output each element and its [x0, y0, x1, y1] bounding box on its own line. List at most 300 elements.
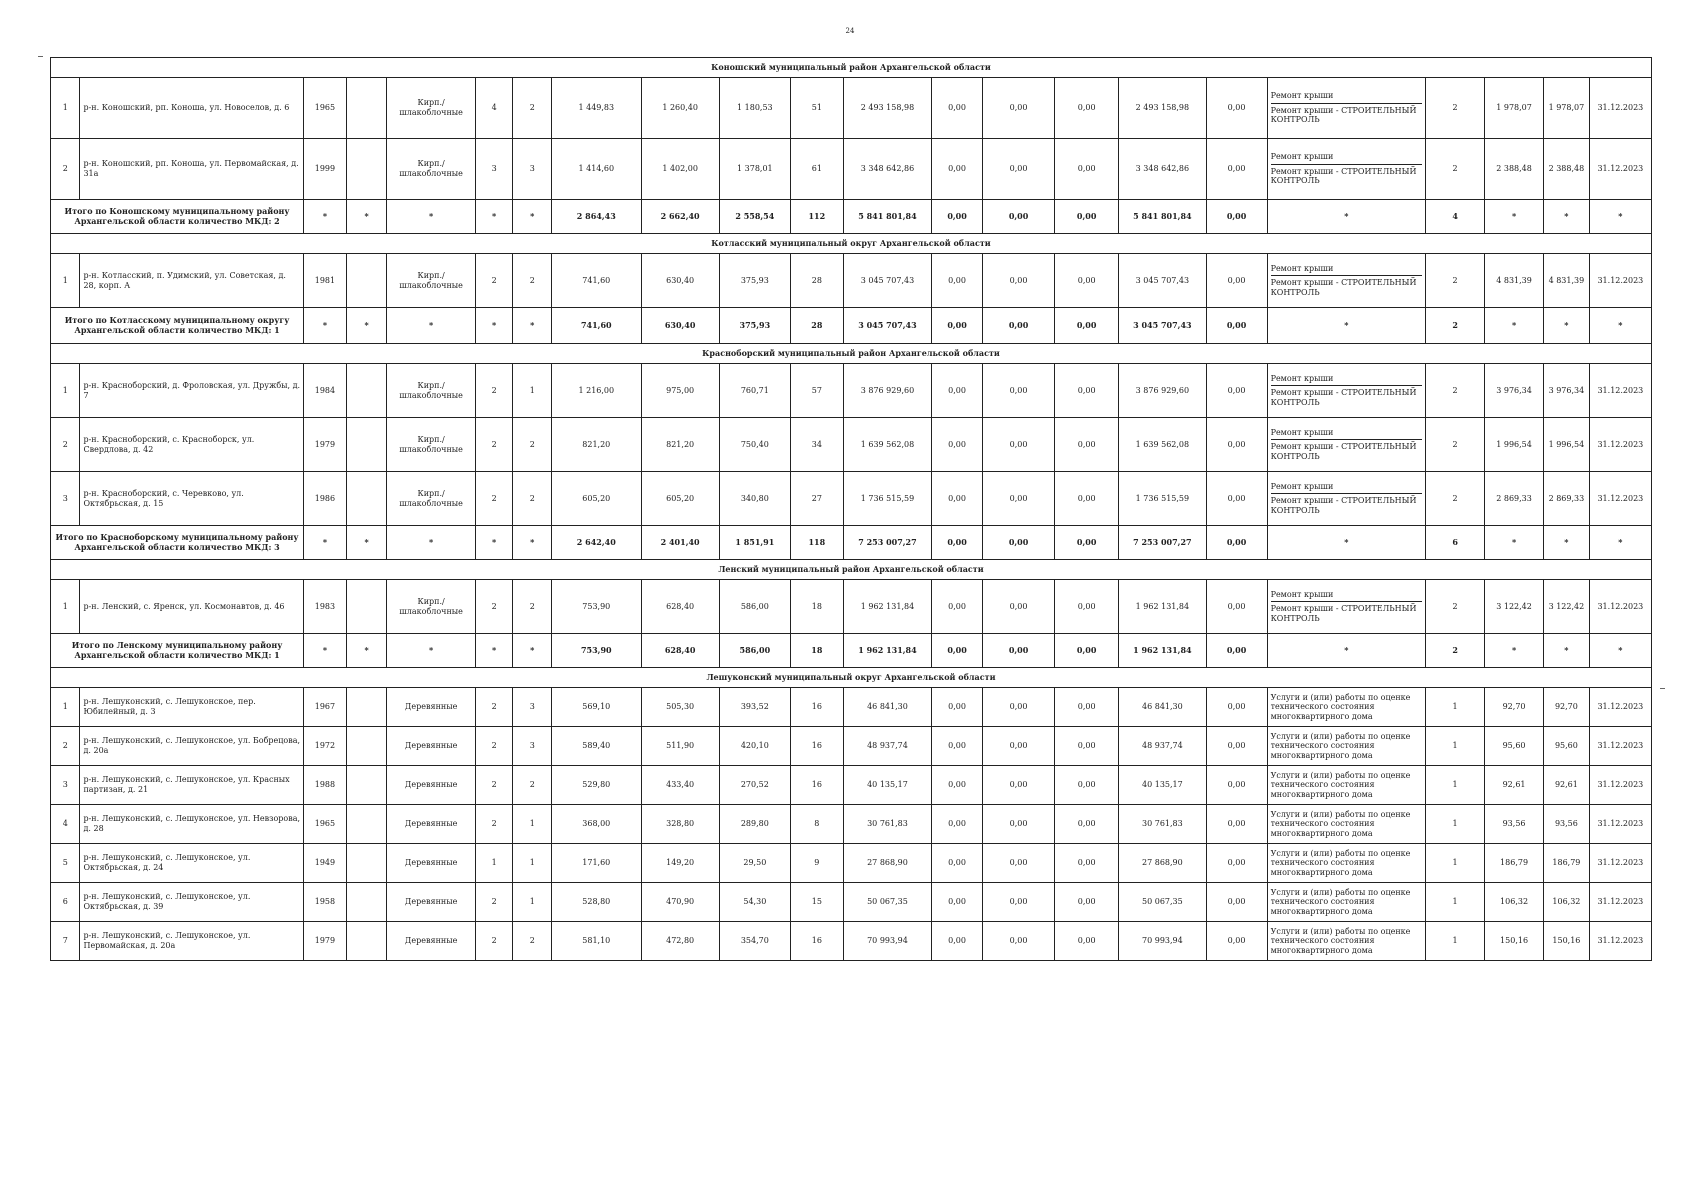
max-unit-cost-cell: 92,61: [1544, 766, 1590, 805]
municipal-budget-cell: 0,00: [1055, 472, 1119, 526]
fund-cell: 0,00: [932, 364, 983, 418]
address-cell: р-н. Лешуконский, с. Лешуконское, ул. Красных партизан, д. 21: [80, 766, 304, 805]
residential-area-cell: 750,40: [719, 418, 790, 472]
house-row: [51, 688, 1652, 727]
entrances-cell: 2: [513, 766, 552, 805]
row-number-cell: 3: [51, 472, 80, 526]
work-type-item: Ремонт крыши: [1271, 588, 1423, 603]
municipal-budget-cell: 0,00: [1055, 805, 1119, 844]
work-count-cell: 2: [1426, 254, 1485, 308]
unit-cost-cell: 95,60: [1485, 727, 1544, 766]
total-area-cell: 529,80: [552, 766, 641, 805]
row-number-cell: 3: [51, 766, 80, 805]
owners-funds-cell: 46 841,30: [1119, 688, 1206, 727]
floors-cell: 2: [475, 364, 513, 418]
row-number-cell: 1: [51, 254, 80, 308]
fund-cell: 0,00: [932, 78, 983, 139]
work-type-item: Ремонт крыши - СТРОИТЕЛЬНЫЙ КОНТРОЛЬ: [1270, 388, 1417, 407]
work-type-item: Услуги и (или) работы по оценке технического состояния многоквартирного дома: [1270, 848, 1411, 877]
repair-register-table: [50, 57, 1652, 961]
premises-area-cell: 630,40: [641, 254, 719, 308]
total-area-cell: 753,90: [552, 580, 641, 634]
address-cell: р-н. Красноборский, с. Черевково, ул. Октябрьская, д. 15: [80, 472, 304, 526]
max-unit-cost-cell: 93,56: [1544, 805, 1590, 844]
fund-cell: 0,00: [932, 883, 983, 922]
residents-cell: 9: [790, 844, 843, 883]
municipal-budget-cell: 0,00: [1055, 766, 1119, 805]
star-cell: *: [475, 526, 513, 560]
section-title: Красноборский муниципальный район Архангельской области: [51, 344, 1652, 364]
total-area-cell: 741,60: [552, 254, 641, 308]
residents-cell: 16: [790, 766, 843, 805]
house-row: [51, 766, 1652, 805]
work-types-cell: [1267, 844, 1426, 883]
address-cell: р-н. Красноборский, д. Фроловская, ул. Дружбы, д. 7: [80, 364, 304, 418]
owners-funds-cell: 48 937,74: [1119, 727, 1206, 766]
other-funds-cell: 0,00: [1206, 78, 1267, 139]
max-unit-cost-cell: 186,79: [1544, 844, 1590, 883]
work-count-cell: 2: [1426, 78, 1485, 139]
regional-budget-sum: 0,00: [982, 634, 1054, 668]
total-area-sum: 2 642,40: [552, 526, 641, 560]
address-cell: р-н. Коношский, рп. Коноша, ул. Первомайская, д. 31а: [80, 139, 304, 200]
unit-cost-cell: 93,56: [1485, 805, 1544, 844]
work-types-cell: [1267, 805, 1426, 844]
residential-area-sum: 375,93: [719, 308, 790, 344]
section-title: Лешуконский муниципальный округ Архангельской области: [51, 668, 1652, 688]
regional-budget-cell: 0,00: [982, 805, 1054, 844]
work-type-item: Услуги и (или) работы по оценке технического состояния многоквартирного дома: [1270, 809, 1411, 838]
residential-area-cell: 420,10: [719, 727, 790, 766]
floors-cell: 2: [475, 418, 513, 472]
entrances-cell: 1: [513, 805, 552, 844]
empty-cell: [346, 254, 387, 308]
other-funds-cell: 0,00: [1206, 883, 1267, 922]
max-unit-cost-cell: 4 831,39: [1544, 254, 1590, 308]
wall-material-cell: Кирп./ шлакоблочные: [387, 472, 475, 526]
address-cell: р-н. Лешуконский, с. Лешуконское, ул. Октябрьская, д. 24: [80, 844, 304, 883]
deadline-cell: 31.12.2023: [1589, 254, 1651, 308]
municipal-budget-cell: 0,00: [1055, 844, 1119, 883]
row-number-cell: 4: [51, 805, 80, 844]
empty-cell: [346, 766, 387, 805]
work-count-cell: 1: [1426, 883, 1485, 922]
max-unit-cost-cell: 95,60: [1544, 727, 1590, 766]
owners-funds-cell: 70 993,94: [1119, 922, 1206, 961]
cost-sum: 3 045 707,43: [843, 308, 931, 344]
premises-area-sum: 2 401,40: [641, 526, 719, 560]
house-row: [51, 418, 1652, 472]
municipal-budget-sum: 0,00: [1055, 308, 1119, 344]
total-label-cell: Итого по Коношскому муниципальному району Архангельской области количество МКД: 2: [51, 200, 304, 234]
regional-budget-sum: 0,00: [982, 200, 1054, 234]
work-types-cell: [1267, 139, 1426, 200]
residential-area-cell: 54,30: [719, 883, 790, 922]
unit-cost-cell: 2 388,48: [1485, 139, 1544, 200]
entrances-cell: 3: [513, 688, 552, 727]
deadline-cell: 31.12.2023: [1589, 139, 1651, 200]
total-area-sum: 753,90: [552, 634, 641, 668]
residents-sum: 28: [790, 308, 843, 344]
cost-total-cell: 27 868,90: [843, 844, 931, 883]
premises-area-cell: 472,80: [641, 922, 719, 961]
empty-cell: [346, 580, 387, 634]
year-cell: 1972: [304, 727, 347, 766]
work-count-sum: 2: [1426, 634, 1485, 668]
address-cell: р-н. Лешуконский, с. Лешуконское, пер. Юбилейный, д. 3: [80, 688, 304, 727]
fund-cell: 0,00: [932, 922, 983, 961]
total-label-cell: Итого по Ленскому муниципальному району Архангельской области количество МКД: 1: [51, 634, 304, 668]
other-funds-cell: 0,00: [1206, 418, 1267, 472]
work-count-cell: 2: [1426, 364, 1485, 418]
fund-sum: 0,00: [932, 634, 983, 668]
municipal-budget-cell: 0,00: [1055, 364, 1119, 418]
address-cell: р-н. Лешуконский, с. Лешуконское, ул. Бобрецова, д. 20а: [80, 727, 304, 766]
fund-cell: 0,00: [932, 139, 983, 200]
work-type-item: Ремонт крыши: [1271, 150, 1423, 165]
regional-budget-cell: 0,00: [982, 883, 1054, 922]
wall-material-cell: Деревянные: [387, 883, 475, 922]
other-funds-sum: 0,00: [1206, 634, 1267, 668]
work-type-item: Ремонт крыши - СТРОИТЕЛЬНЫЙ КОНТРОЛЬ: [1270, 604, 1417, 623]
star-cell: *: [475, 634, 513, 668]
work-type-item: Ремонт крыши - СТРОИТЕЛЬНЫЙ КОНТРОЛЬ: [1270, 166, 1417, 186]
star-cell: *: [346, 526, 387, 560]
star-cell: *: [1589, 200, 1651, 234]
owners-funds-sum: 7 253 007,27: [1119, 526, 1206, 560]
owners-funds-cell: 3 348 642,86: [1119, 139, 1206, 200]
year-cell: 1988: [304, 766, 347, 805]
section-total-row: [51, 200, 1652, 234]
house-row: [51, 139, 1652, 200]
floors-cell: 2: [475, 580, 513, 634]
residential-area-cell: 354,70: [719, 922, 790, 961]
municipal-budget-cell: 0,00: [1055, 418, 1119, 472]
residents-sum: 112: [790, 200, 843, 234]
other-funds-cell: 0,00: [1206, 688, 1267, 727]
residential-area-cell: 270,52: [719, 766, 790, 805]
total-label-cell: Итого по Красноборскому муниципальному району Архангельской области количество МКД: 3: [51, 526, 304, 560]
year-cell: 1981: [304, 254, 347, 308]
house-row: [51, 805, 1652, 844]
house-row: [51, 844, 1652, 883]
premises-area-cell: 511,90: [641, 727, 719, 766]
entrances-cell: 1: [513, 883, 552, 922]
entrances-cell: 2: [513, 922, 552, 961]
other-funds-cell: 0,00: [1206, 364, 1267, 418]
section-title: Коношский муниципальный район Архангельской области: [51, 58, 1652, 78]
work-types-cell: [1267, 472, 1426, 526]
owners-funds-cell: 27 868,90: [1119, 844, 1206, 883]
work-types-cell: [1267, 883, 1426, 922]
unit-cost-cell: 2 869,33: [1485, 472, 1544, 526]
star-cell: *: [1589, 634, 1651, 668]
wall-material-cell: Деревянные: [387, 766, 475, 805]
cost-sum: 7 253 007,27: [843, 526, 931, 560]
total-area-cell: 581,10: [552, 922, 641, 961]
total-area-cell: 528,80: [552, 883, 641, 922]
premises-area-cell: 628,40: [641, 580, 719, 634]
star-cell: *: [475, 308, 513, 344]
year-cell: 1984: [304, 364, 347, 418]
floors-cell: 2: [475, 805, 513, 844]
residents-cell: 34: [790, 418, 843, 472]
municipal-budget-cell: 0,00: [1055, 580, 1119, 634]
other-funds-sum: 0,00: [1206, 526, 1267, 560]
residents-cell: 16: [790, 922, 843, 961]
year-cell: 1999: [304, 139, 347, 200]
star-cell: *: [1267, 634, 1426, 668]
work-type-item: Ремонт крыши - СТРОИТЕЛЬНЫЙ КОНТРОЛЬ: [1270, 496, 1417, 515]
star-cell: *: [304, 308, 347, 344]
work-type-item: Ремонт крыши: [1271, 262, 1423, 277]
regional-budget-sum: 0,00: [982, 308, 1054, 344]
residential-area-cell: 375,93: [719, 254, 790, 308]
year-cell: 1983: [304, 580, 347, 634]
residents-cell: 8: [790, 805, 843, 844]
section-header-row: [51, 234, 1652, 254]
max-unit-cost-cell: 92,70: [1544, 688, 1590, 727]
cost-total-cell: 1 962 131,84: [843, 580, 931, 634]
house-row: [51, 883, 1652, 922]
fund-sum: 0,00: [932, 308, 983, 344]
empty-cell: [346, 727, 387, 766]
regional-budget-cell: 0,00: [982, 580, 1054, 634]
regional-budget-cell: 0,00: [982, 472, 1054, 526]
unit-cost-cell: 150,16: [1485, 922, 1544, 961]
address-cell: р-н. Лешуконский, с. Лешуконское, ул. Невзорова, д. 28: [80, 805, 304, 844]
section-title: Котласский муниципальный округ Архангельской области: [51, 234, 1652, 254]
house-row: [51, 472, 1652, 526]
deadline-cell: 31.12.2023: [1589, 472, 1651, 526]
work-types-cell: [1267, 78, 1426, 139]
regional-budget-cell: 0,00: [982, 418, 1054, 472]
owners-funds-sum: 1 962 131,84: [1119, 634, 1206, 668]
deadline-cell: 31.12.2023: [1589, 805, 1651, 844]
floors-cell: 2: [475, 883, 513, 922]
year-cell: 1965: [304, 78, 347, 139]
entrances-cell: 2: [513, 418, 552, 472]
entrances-cell: 3: [513, 139, 552, 200]
municipal-budget-cell: 0,00: [1055, 688, 1119, 727]
house-row: [51, 580, 1652, 634]
entrances-cell: 2: [513, 78, 552, 139]
work-type-item: Ремонт крыши - СТРОИТЕЛЬНЫЙ КОНТРОЛЬ: [1270, 278, 1417, 297]
max-unit-cost-cell: 2 869,33: [1544, 472, 1590, 526]
entrances-cell: 2: [513, 580, 552, 634]
premises-area-cell: 328,80: [641, 805, 719, 844]
star-cell: *: [513, 200, 552, 234]
work-count-cell: 2: [1426, 580, 1485, 634]
star-cell: *: [513, 634, 552, 668]
work-count-cell: 1: [1426, 688, 1485, 727]
cost-total-cell: 46 841,30: [843, 688, 931, 727]
owners-funds-cell: 1 639 562,08: [1119, 418, 1206, 472]
max-unit-cost-cell: 150,16: [1544, 922, 1590, 961]
premises-area-cell: 1 402,00: [641, 139, 719, 200]
address-cell: р-н. Лешуконский, с. Лешуконское, ул. Первомайская, д. 20а: [80, 922, 304, 961]
star-cell: *: [1267, 200, 1426, 234]
row-number-cell: 2: [51, 139, 80, 200]
star-cell: *: [1589, 308, 1651, 344]
wall-material-cell: Деревянные: [387, 727, 475, 766]
work-count-sum: 2: [1426, 308, 1485, 344]
fund-cell: 0,00: [932, 844, 983, 883]
owners-funds-sum: 5 841 801,84: [1119, 200, 1206, 234]
row-number-cell: 1: [51, 688, 80, 727]
wall-material-cell: Кирп./ шлакоблочные: [387, 78, 475, 139]
other-funds-cell: 0,00: [1206, 727, 1267, 766]
other-funds-cell: 0,00: [1206, 766, 1267, 805]
deadline-cell: 31.12.2023: [1589, 364, 1651, 418]
residential-area-cell: 340,80: [719, 472, 790, 526]
owners-funds-cell: 40 135,17: [1119, 766, 1206, 805]
deadline-cell: 31.12.2023: [1589, 766, 1651, 805]
municipal-budget-cell: 0,00: [1055, 78, 1119, 139]
empty-cell: [346, 883, 387, 922]
regional-budget-cell: 0,00: [982, 766, 1054, 805]
unit-cost-cell: 3 976,34: [1485, 364, 1544, 418]
unit-cost-cell: 186,79: [1485, 844, 1544, 883]
cost-total-cell: 3 348 642,86: [843, 139, 931, 200]
residents-cell: 16: [790, 727, 843, 766]
star-cell: *: [387, 526, 475, 560]
house-row: [51, 364, 1652, 418]
cost-total-cell: 3 045 707,43: [843, 254, 931, 308]
max-unit-cost-cell: 3 976,34: [1544, 364, 1590, 418]
fund-cell: 0,00: [932, 580, 983, 634]
year-cell: 1958: [304, 883, 347, 922]
max-unit-cost-cell: 1 996,54: [1544, 418, 1590, 472]
section-total-row: [51, 526, 1652, 560]
wall-material-cell: Кирп./ шлакоблочные: [387, 254, 475, 308]
work-types-cell: [1267, 580, 1426, 634]
owners-funds-cell: 1 962 131,84: [1119, 580, 1206, 634]
cost-total-cell: 70 993,94: [843, 922, 931, 961]
star-cell: *: [1485, 526, 1544, 560]
address-cell: р-н. Коношский, рп. Коноша, ул. Новоселов, д. 6: [80, 78, 304, 139]
address-cell: р-н. Красноборский, с. Красноборск, ул. Свердлова, д. 42: [80, 418, 304, 472]
year-cell: 1949: [304, 844, 347, 883]
work-count-cell: 1: [1426, 727, 1485, 766]
work-types-cell: [1267, 766, 1426, 805]
residential-area-sum: 2 558,54: [719, 200, 790, 234]
cost-total-cell: 1 736 515,59: [843, 472, 931, 526]
work-count-sum: 4: [1426, 200, 1485, 234]
premises-area-sum: 630,40: [641, 308, 719, 344]
total-area-cell: 368,00: [552, 805, 641, 844]
residents-cell: 51: [790, 78, 843, 139]
floors-cell: 4: [475, 78, 513, 139]
work-type-item: Услуги и (или) работы по оценке технического состояния многоквартирного дома: [1270, 887, 1411, 916]
work-type-item: Ремонт крыши: [1271, 480, 1423, 495]
other-funds-cell: 0,00: [1206, 472, 1267, 526]
work-types-cell: [1267, 364, 1426, 418]
deadline-cell: 31.12.2023: [1589, 922, 1651, 961]
total-area-cell: 569,10: [552, 688, 641, 727]
regional-budget-cell: 0,00: [982, 364, 1054, 418]
work-types-cell: [1267, 254, 1426, 308]
floors-cell: 2: [475, 472, 513, 526]
regional-budget-cell: 0,00: [982, 922, 1054, 961]
floors-cell: 2: [475, 922, 513, 961]
work-count-cell: 2: [1426, 418, 1485, 472]
max-unit-cost-cell: 3 122,42: [1544, 580, 1590, 634]
star-cell: *: [387, 308, 475, 344]
fund-sum: 0,00: [932, 526, 983, 560]
premises-area-cell: 149,20: [641, 844, 719, 883]
section-title: Ленский муниципальный район Архангельской области: [51, 560, 1652, 580]
deadline-cell: 31.12.2023: [1589, 844, 1651, 883]
wall-material-cell: Кирп./ шлакоблочные: [387, 418, 475, 472]
star-cell: *: [1485, 308, 1544, 344]
house-row: [51, 78, 1652, 139]
cost-total-cell: 48 937,74: [843, 727, 931, 766]
entrances-cell: 1: [513, 844, 552, 883]
max-unit-cost-cell: 106,32: [1544, 883, 1590, 922]
cost-total-cell: 2 493 158,98: [843, 78, 931, 139]
work-type-item: Ремонт крыши: [1271, 372, 1423, 387]
total-area-cell: 171,60: [552, 844, 641, 883]
work-count-cell: 1: [1426, 844, 1485, 883]
total-area-cell: 1 449,83: [552, 78, 641, 139]
max-unit-cost-cell: 1 978,07: [1544, 78, 1590, 139]
section-header-row: [51, 560, 1652, 580]
star-cell: *: [1485, 200, 1544, 234]
residents-sum: 18: [790, 634, 843, 668]
star-cell: *: [513, 526, 552, 560]
deadline-cell: 31.12.2023: [1589, 688, 1651, 727]
cost-total-cell: 30 761,83: [843, 805, 931, 844]
residents-cell: 57: [790, 364, 843, 418]
star-cell: *: [475, 200, 513, 234]
premises-area-cell: 505,30: [641, 688, 719, 727]
owners-funds-cell: 2 493 158,98: [1119, 78, 1206, 139]
work-type-item: Услуги и (или) работы по оценке технического состояния многоквартирного дома: [1270, 692, 1411, 721]
total-label-cell: Итого по Котласскому муниципальному округу Архангельской области количество МКД: 1: [51, 308, 304, 344]
star-cell: *: [1544, 308, 1590, 344]
wall-material-cell: Деревянные: [387, 688, 475, 727]
other-funds-cell: 0,00: [1206, 844, 1267, 883]
work-type-item: Ремонт крыши: [1271, 426, 1423, 441]
premises-area-cell: 605,20: [641, 472, 719, 526]
row-number-cell: 1: [51, 78, 80, 139]
section-header-row: [51, 668, 1652, 688]
star-cell: *: [1267, 308, 1426, 344]
residents-sum: 118: [790, 526, 843, 560]
residential-area-cell: 29,50: [719, 844, 790, 883]
unit-cost-cell: 4 831,39: [1485, 254, 1544, 308]
work-type-item: Ремонт крыши - СТРОИТЕЛЬНЫЙ КОНТРОЛЬ: [1270, 442, 1417, 461]
cost-total-cell: 1 639 562,08: [843, 418, 931, 472]
house-row: [51, 727, 1652, 766]
star-cell: *: [346, 200, 387, 234]
cost-sum: 5 841 801,84: [843, 200, 931, 234]
work-count-cell: 1: [1426, 766, 1485, 805]
owners-funds-cell: 30 761,83: [1119, 805, 1206, 844]
cost-total-cell: 50 067,35: [843, 883, 931, 922]
row-number-cell: 2: [51, 418, 80, 472]
max-unit-cost-cell: 2 388,48: [1544, 139, 1590, 200]
other-funds-sum: 0,00: [1206, 308, 1267, 344]
cost-total-cell: 3 876 929,60: [843, 364, 931, 418]
fund-cell: 0,00: [932, 805, 983, 844]
total-area-sum: 741,60: [552, 308, 641, 344]
star-cell: *: [1544, 526, 1590, 560]
other-funds-cell: 0,00: [1206, 805, 1267, 844]
star-cell: *: [513, 308, 552, 344]
unit-cost-cell: 92,70: [1485, 688, 1544, 727]
